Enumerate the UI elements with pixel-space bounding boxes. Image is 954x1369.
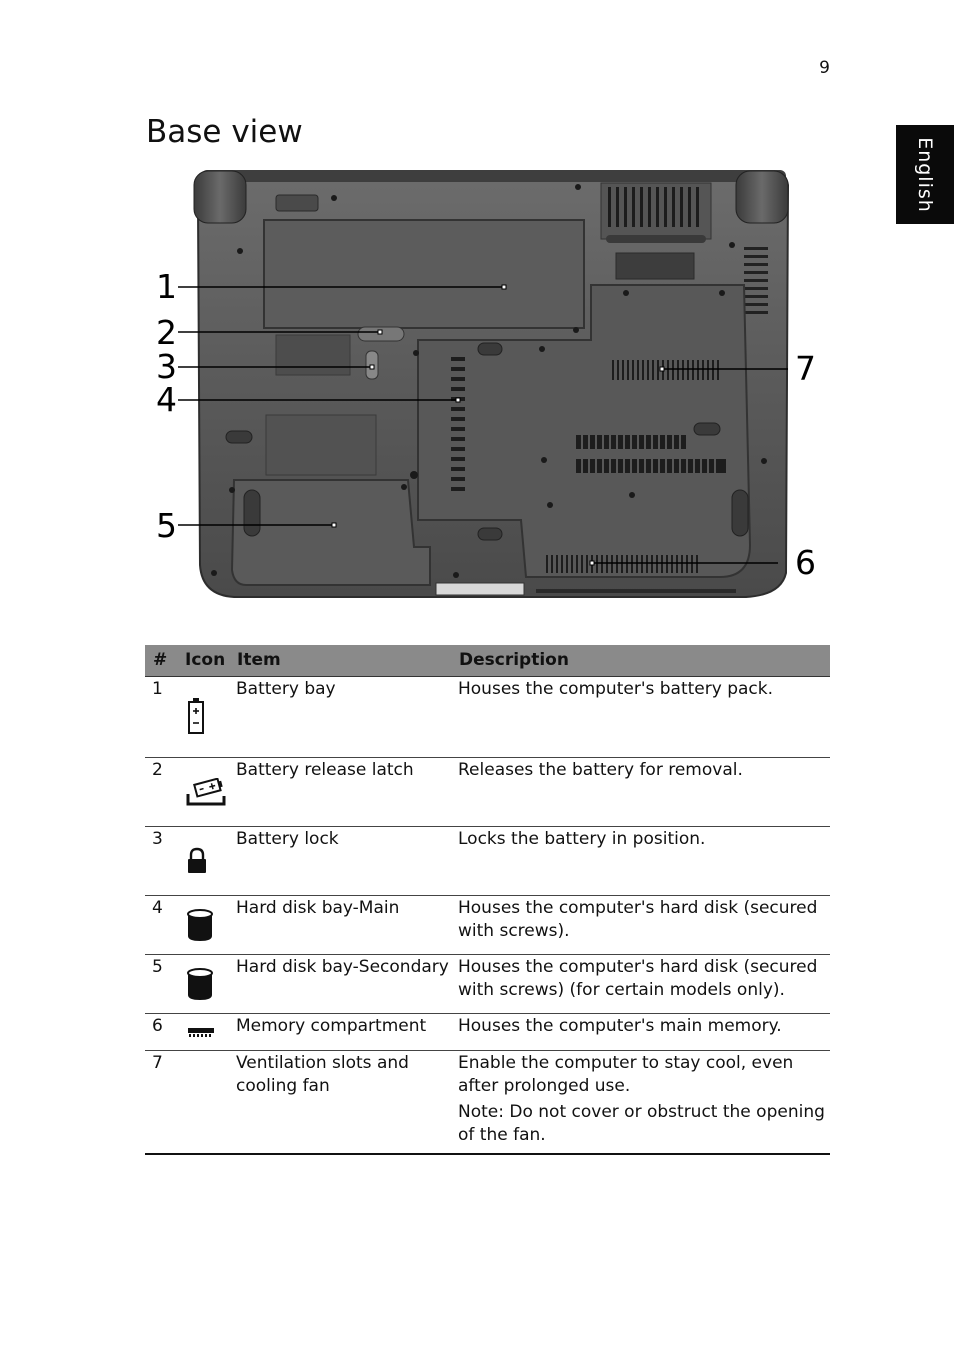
- row-number: 5: [145, 955, 177, 1014]
- row-number: 2: [145, 758, 177, 827]
- row-item: Battery lock: [229, 827, 451, 896]
- row-icon-cell: [177, 896, 229, 955]
- row-description: Houses the computer's hard disk (secured with screws).: [451, 896, 830, 955]
- row-icon-cell: [177, 955, 229, 1014]
- row-description: Houses the computer's main memory.: [451, 1014, 830, 1051]
- table-row: [145, 677, 830, 758]
- battery-icon: [184, 677, 229, 737]
- row-description: Houses the computer's battery pack.: [451, 677, 830, 758]
- row-item: Memory compartment: [229, 1014, 451, 1051]
- row-icon-cell: [177, 677, 229, 758]
- callout-1: 1: [156, 267, 177, 306]
- table-row: [145, 758, 830, 827]
- page-number: 9: [819, 58, 830, 78]
- row-number: 4: [145, 896, 177, 955]
- laptop-base-figure: [146, 165, 830, 605]
- row-icon-cell: [177, 827, 229, 896]
- row-number: 7: [145, 1051, 177, 1154]
- hard-disk-icon: [184, 955, 229, 1001]
- row-item: Hard disk bay-Main: [229, 896, 451, 955]
- row-description: Locks the battery in position.: [451, 827, 830, 896]
- row-icon-cell: [177, 758, 229, 827]
- table-row: [145, 896, 830, 955]
- note-text: : Do not cover or obstruct the opening of the fan.: [458, 1102, 825, 1145]
- callout-2: 2: [156, 313, 177, 352]
- hard-disk-icon: [184, 896, 229, 942]
- row-description: Houses the computer's hard disk (secured with screws) (for certain models only).: [451, 955, 830, 1014]
- row-number: 3: [145, 827, 177, 896]
- section-title: Base view: [146, 114, 303, 150]
- table-row: [145, 1051, 830, 1154]
- callout-3: 3: [156, 347, 177, 386]
- header-number: #: [145, 645, 177, 677]
- language-tab: [896, 125, 954, 224]
- row-icon-cell: [177, 1051, 229, 1154]
- battery-release-icon: [184, 758, 229, 808]
- row-number: 1: [145, 677, 177, 758]
- header-description: Description: [451, 645, 830, 677]
- row-description: Enable the computer to stay cool, even after prolonged use. Note: Do not cover or obstruct the opening of the fan.: [451, 1051, 830, 1154]
- table-row: [145, 1014, 830, 1051]
- row-item: Hard disk bay-Secondary: [229, 955, 451, 1014]
- callout-4: 4: [156, 380, 177, 419]
- table-header-row: [145, 645, 830, 677]
- language-tab-label: English: [914, 136, 937, 213]
- row-item: Battery bay: [229, 677, 451, 758]
- row-icon-cell: [177, 1014, 229, 1051]
- callout-7: 7: [795, 349, 816, 388]
- row-item: Ventilation slots and cooling fan: [229, 1051, 451, 1154]
- table-row: [145, 955, 830, 1014]
- lock-icon: [184, 827, 229, 875]
- row-number: 6: [145, 1014, 177, 1051]
- header-icon: Icon: [177, 645, 229, 677]
- laptop-base-illustration: [146, 165, 830, 605]
- note-label: Note: [458, 1102, 499, 1122]
- table-row: [145, 827, 830, 896]
- callout-6: 6: [795, 543, 816, 582]
- note: [458, 1101, 830, 1147]
- header-item: Item: [229, 645, 451, 677]
- base-view-table: [145, 645, 830, 1155]
- row-item: Battery release latch: [229, 758, 451, 827]
- callout-5: 5: [156, 506, 177, 545]
- row-description: Releases the battery for removal.: [451, 758, 830, 827]
- memory-icon: [184, 1014, 229, 1038]
